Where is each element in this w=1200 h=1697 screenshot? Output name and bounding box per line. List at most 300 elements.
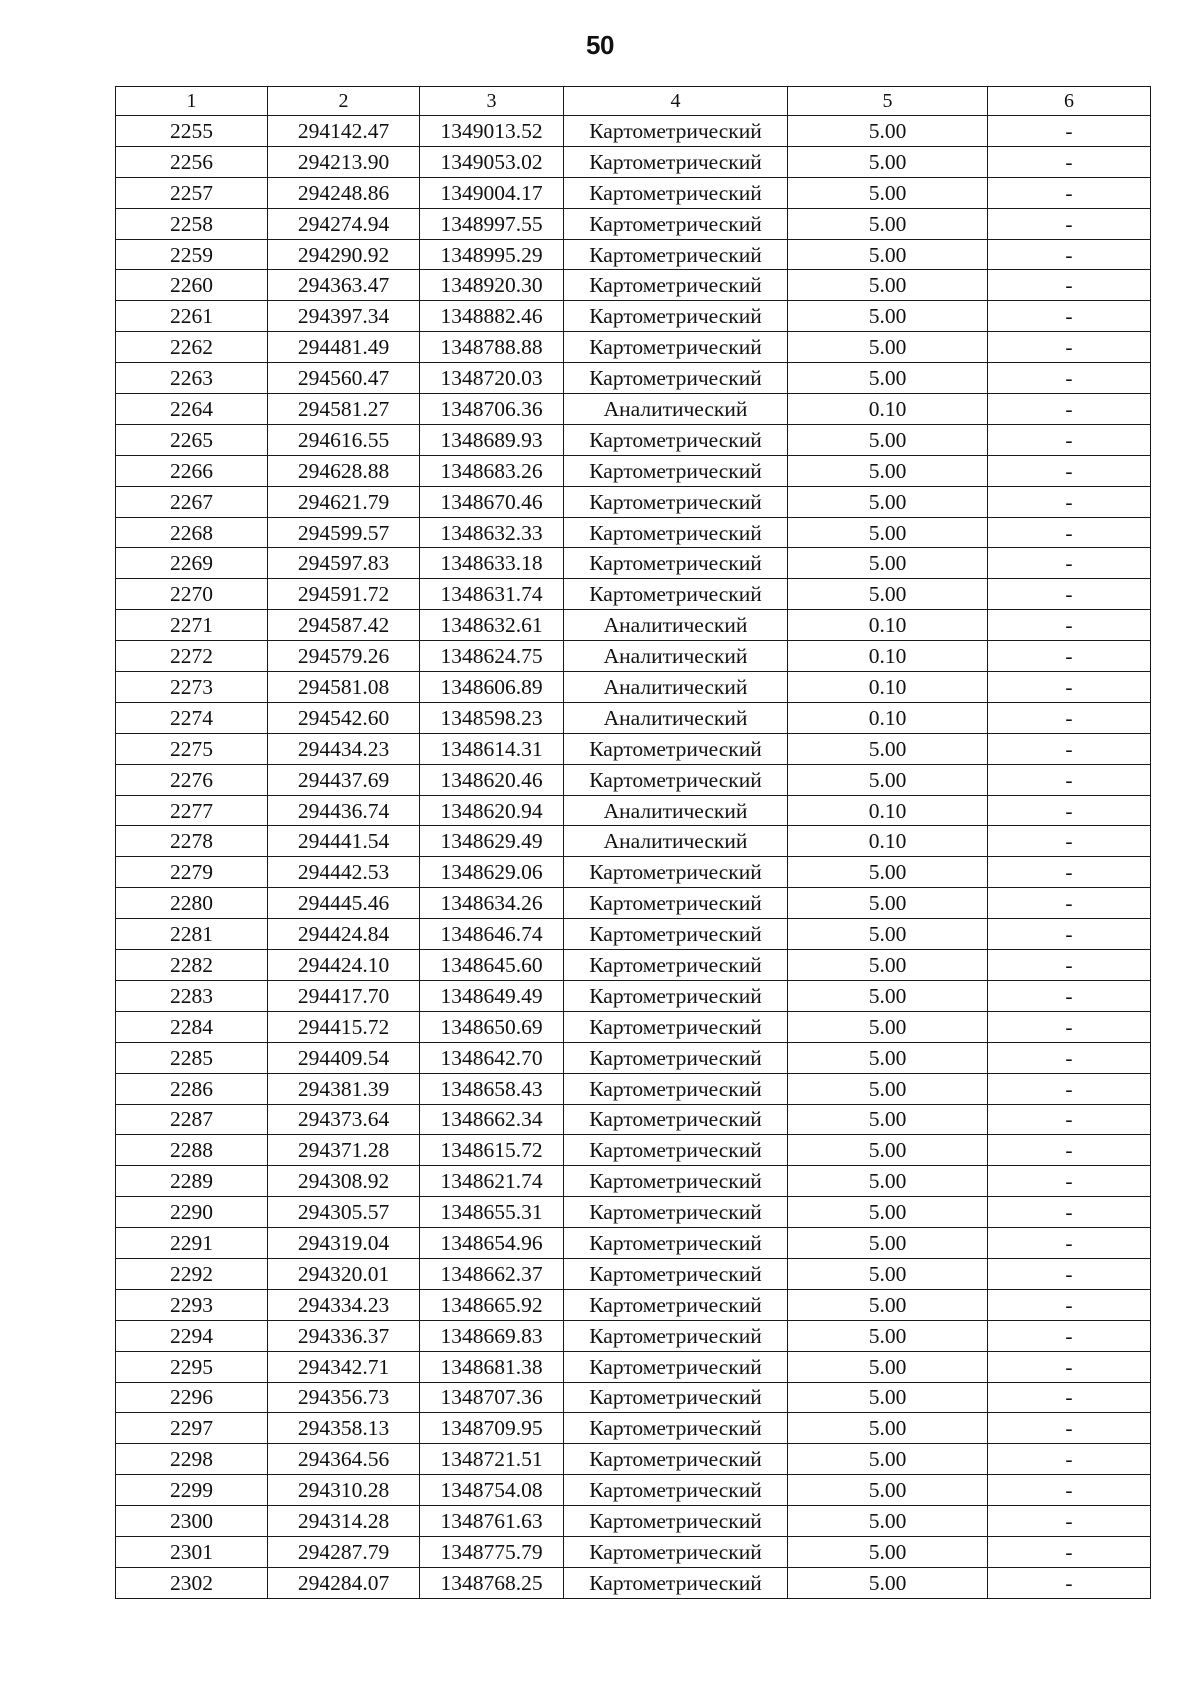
accuracy-cell: 5.00 — [788, 424, 988, 455]
table-row — [116, 486, 1151, 517]
point-number-cell: 2294 — [116, 1320, 268, 1351]
y-coordinate-cell: 1348629.06 — [420, 857, 564, 888]
method-cell: Картометрический — [564, 857, 788, 888]
point-number-cell: 2277 — [116, 795, 268, 826]
note-cell: - — [988, 702, 1151, 733]
x-coordinate-cell: 294334.23 — [268, 1289, 420, 1320]
accuracy-cell: 5.00 — [788, 857, 988, 888]
table-row — [116, 795, 1151, 826]
point-number-cell: 2258 — [116, 208, 268, 239]
table-row — [116, 1258, 1151, 1289]
table-row — [116, 950, 1151, 981]
method-cell: Картометрический — [564, 1135, 788, 1166]
point-number-cell: 2264 — [116, 394, 268, 425]
note-cell: - — [988, 1289, 1151, 1320]
point-number-cell: 2270 — [116, 579, 268, 610]
x-coordinate-cell: 294587.42 — [268, 610, 420, 641]
accuracy-cell: 5.00 — [788, 455, 988, 486]
accuracy-cell: 5.00 — [788, 1320, 988, 1351]
table-row — [116, 610, 1151, 641]
x-coordinate-cell: 294621.79 — [268, 486, 420, 517]
method-cell: Картометрический — [564, 1258, 788, 1289]
table-row — [116, 1289, 1151, 1320]
method-cell: Картометрический — [564, 1289, 788, 1320]
y-coordinate-cell: 1348775.79 — [420, 1536, 564, 1567]
column-header-4: 4 — [564, 87, 788, 116]
note-cell: - — [988, 455, 1151, 486]
y-coordinate-cell: 1348920.30 — [420, 270, 564, 301]
table-row — [116, 1506, 1151, 1537]
accuracy-cell: 5.00 — [788, 888, 988, 919]
y-coordinate-cell: 1348632.33 — [420, 517, 564, 548]
accuracy-cell: 5.00 — [788, 332, 988, 363]
y-coordinate-cell: 1348631.74 — [420, 579, 564, 610]
note-cell: - — [988, 517, 1151, 548]
accuracy-cell: 5.00 — [788, 177, 988, 208]
table-row — [116, 733, 1151, 764]
y-coordinate-cell: 1348645.60 — [420, 950, 564, 981]
header-row — [116, 87, 1151, 116]
y-coordinate-cell: 1348995.29 — [420, 239, 564, 270]
table-row — [116, 1382, 1151, 1413]
y-coordinate-cell: 1348662.37 — [420, 1258, 564, 1289]
accuracy-cell: 5.00 — [788, 363, 988, 394]
accuracy-cell: 0.10 — [788, 394, 988, 425]
method-cell: Картометрический — [564, 1197, 788, 1228]
accuracy-cell: 5.00 — [788, 1042, 988, 1073]
y-coordinate-cell: 1348615.72 — [420, 1135, 564, 1166]
note-cell: - — [988, 146, 1151, 177]
method-cell: Картометрический — [564, 208, 788, 239]
note-cell: - — [988, 270, 1151, 301]
method-cell: Картометрический — [564, 517, 788, 548]
method-cell: Картометрический — [564, 1073, 788, 1104]
y-coordinate-cell: 1348642.70 — [420, 1042, 564, 1073]
point-number-cell: 2300 — [116, 1506, 268, 1537]
accuracy-cell: 5.00 — [788, 1073, 988, 1104]
accuracy-cell: 5.00 — [788, 1135, 988, 1166]
point-number-cell: 2260 — [116, 270, 268, 301]
point-number-cell: 2285 — [116, 1042, 268, 1073]
method-cell: Картометрический — [564, 980, 788, 1011]
method-cell: Картометрический — [564, 764, 788, 795]
y-coordinate-cell: 1348681.38 — [420, 1351, 564, 1382]
table-row — [116, 363, 1151, 394]
x-coordinate-cell: 294248.86 — [268, 177, 420, 208]
point-number-cell: 2259 — [116, 239, 268, 270]
table-row — [116, 455, 1151, 486]
note-cell: - — [988, 919, 1151, 950]
accuracy-cell: 5.00 — [788, 764, 988, 795]
table-row — [116, 208, 1151, 239]
point-number-cell: 2297 — [116, 1413, 268, 1444]
method-cell: Картометрический — [564, 1567, 788, 1598]
x-coordinate-cell: 294445.46 — [268, 888, 420, 919]
table-row — [116, 857, 1151, 888]
accuracy-cell: 5.00 — [788, 1258, 988, 1289]
table-row — [116, 239, 1151, 270]
column-header-3: 3 — [420, 87, 564, 116]
note-cell: - — [988, 1444, 1151, 1475]
method-cell: Картометрический — [564, 950, 788, 981]
method-cell: Картометрический — [564, 424, 788, 455]
table-header — [116, 87, 1151, 116]
y-coordinate-cell: 1348662.34 — [420, 1104, 564, 1135]
y-coordinate-cell: 1348706.36 — [420, 394, 564, 425]
note-cell: - — [988, 116, 1151, 147]
accuracy-cell: 5.00 — [788, 116, 988, 147]
accuracy-cell: 5.00 — [788, 579, 988, 610]
x-coordinate-cell: 294356.73 — [268, 1382, 420, 1413]
x-coordinate-cell: 294274.94 — [268, 208, 420, 239]
note-cell: - — [988, 1166, 1151, 1197]
accuracy-cell: 0.10 — [788, 795, 988, 826]
note-cell: - — [988, 1567, 1151, 1598]
accuracy-cell: 5.00 — [788, 548, 988, 579]
method-cell: Картометрический — [564, 1536, 788, 1567]
point-number-cell: 2266 — [116, 455, 268, 486]
table-row — [116, 177, 1151, 208]
x-coordinate-cell: 294542.60 — [268, 702, 420, 733]
note-cell: - — [988, 1228, 1151, 1259]
x-coordinate-cell: 294581.08 — [268, 672, 420, 703]
method-cell: Картометрический — [564, 177, 788, 208]
method-cell: Аналитический — [564, 826, 788, 857]
accuracy-cell: 5.00 — [788, 239, 988, 270]
x-coordinate-cell: 294308.92 — [268, 1166, 420, 1197]
note-cell: - — [988, 1413, 1151, 1444]
accuracy-cell: 5.00 — [788, 1228, 988, 1259]
accuracy-cell: 5.00 — [788, 1475, 988, 1506]
y-coordinate-cell: 1348721.51 — [420, 1444, 564, 1475]
y-coordinate-cell: 1348650.69 — [420, 1011, 564, 1042]
accuracy-cell: 0.10 — [788, 641, 988, 672]
x-coordinate-cell: 294628.88 — [268, 455, 420, 486]
y-coordinate-cell: 1348707.36 — [420, 1382, 564, 1413]
method-cell: Аналитический — [564, 394, 788, 425]
x-coordinate-cell: 294371.28 — [268, 1135, 420, 1166]
point-number-cell: 2257 — [116, 177, 268, 208]
point-number-cell: 2296 — [116, 1382, 268, 1413]
column-header-6: 6 — [988, 87, 1151, 116]
table-row — [116, 116, 1151, 147]
method-cell: Картометрический — [564, 146, 788, 177]
y-coordinate-cell: 1348997.55 — [420, 208, 564, 239]
point-number-cell: 2279 — [116, 857, 268, 888]
method-cell: Картометрический — [564, 1475, 788, 1506]
x-coordinate-cell: 294417.70 — [268, 980, 420, 1011]
y-coordinate-cell: 1348654.96 — [420, 1228, 564, 1259]
table-row — [116, 1104, 1151, 1135]
x-coordinate-cell: 294581.27 — [268, 394, 420, 425]
table-body — [116, 116, 1151, 1599]
x-coordinate-cell: 294437.69 — [268, 764, 420, 795]
x-coordinate-cell: 294409.54 — [268, 1042, 420, 1073]
column-header-1: 1 — [116, 87, 268, 116]
accuracy-cell: 0.10 — [788, 702, 988, 733]
accuracy-cell: 0.10 — [788, 610, 988, 641]
x-coordinate-cell: 294314.28 — [268, 1506, 420, 1537]
table-row — [116, 332, 1151, 363]
note-cell: - — [988, 1258, 1151, 1289]
y-coordinate-cell: 1348620.46 — [420, 764, 564, 795]
point-number-cell: 2273 — [116, 672, 268, 703]
x-coordinate-cell: 294434.23 — [268, 733, 420, 764]
y-coordinate-cell: 1348634.26 — [420, 888, 564, 919]
method-cell: Аналитический — [564, 610, 788, 641]
note-cell: - — [988, 1320, 1151, 1351]
y-coordinate-cell: 1349013.52 — [420, 116, 564, 147]
note-cell: - — [988, 177, 1151, 208]
x-coordinate-cell: 294560.47 — [268, 363, 420, 394]
method-cell: Картометрический — [564, 1011, 788, 1042]
x-coordinate-cell: 294364.56 — [268, 1444, 420, 1475]
accuracy-cell: 5.00 — [788, 517, 988, 548]
table-row — [116, 1042, 1151, 1073]
point-number-cell: 2265 — [116, 424, 268, 455]
method-cell: Картометрический — [564, 733, 788, 764]
note-cell: - — [988, 1506, 1151, 1537]
accuracy-cell: 5.00 — [788, 301, 988, 332]
note-cell: - — [988, 424, 1151, 455]
note-cell: - — [988, 1382, 1151, 1413]
method-cell: Картометрический — [564, 1228, 788, 1259]
method-cell: Аналитический — [564, 702, 788, 733]
point-number-cell: 2256 — [116, 146, 268, 177]
y-coordinate-cell: 1348621.74 — [420, 1166, 564, 1197]
table-row — [116, 1567, 1151, 1598]
y-coordinate-cell: 1348683.26 — [420, 455, 564, 486]
table-row — [116, 672, 1151, 703]
y-coordinate-cell: 1348670.46 — [420, 486, 564, 517]
point-number-cell: 2298 — [116, 1444, 268, 1475]
table-row — [116, 826, 1151, 857]
note-cell: - — [988, 1197, 1151, 1228]
y-coordinate-cell: 1348614.31 — [420, 733, 564, 764]
page-number: 50 — [586, 30, 614, 60]
point-number-cell: 2267 — [116, 486, 268, 517]
x-coordinate-cell: 294319.04 — [268, 1228, 420, 1259]
x-coordinate-cell: 294591.72 — [268, 579, 420, 610]
accuracy-cell: 5.00 — [788, 919, 988, 950]
y-coordinate-cell: 1348649.49 — [420, 980, 564, 1011]
accuracy-cell: 5.00 — [788, 1351, 988, 1382]
x-coordinate-cell: 294342.71 — [268, 1351, 420, 1382]
y-coordinate-cell: 1348665.92 — [420, 1289, 564, 1320]
note-cell: - — [988, 301, 1151, 332]
method-cell: Картометрический — [564, 1042, 788, 1073]
table-row — [116, 146, 1151, 177]
y-coordinate-cell: 1348761.63 — [420, 1506, 564, 1537]
accuracy-cell: 5.00 — [788, 1382, 988, 1413]
table-row — [116, 1475, 1151, 1506]
point-number-cell: 2291 — [116, 1228, 268, 1259]
note-cell: - — [988, 888, 1151, 919]
table-row — [116, 764, 1151, 795]
point-number-cell: 2286 — [116, 1073, 268, 1104]
table-row — [116, 702, 1151, 733]
note-cell: - — [988, 826, 1151, 857]
y-coordinate-cell: 1348606.89 — [420, 672, 564, 703]
table-row — [116, 1197, 1151, 1228]
point-number-cell: 2274 — [116, 702, 268, 733]
method-cell: Картометрический — [564, 116, 788, 147]
note-cell: - — [988, 733, 1151, 764]
x-coordinate-cell: 294373.64 — [268, 1104, 420, 1135]
point-number-cell: 2281 — [116, 919, 268, 950]
point-number-cell: 2269 — [116, 548, 268, 579]
accuracy-cell: 5.00 — [788, 1567, 988, 1598]
accuracy-cell: 5.00 — [788, 1011, 988, 1042]
method-cell: Аналитический — [564, 641, 788, 672]
x-coordinate-cell: 294441.54 — [268, 826, 420, 857]
note-cell: - — [988, 332, 1151, 363]
accuracy-cell: 5.00 — [788, 1197, 988, 1228]
point-number-cell: 2275 — [116, 733, 268, 764]
accuracy-cell: 5.00 — [788, 1166, 988, 1197]
point-number-cell: 2278 — [116, 826, 268, 857]
method-cell: Аналитический — [564, 672, 788, 703]
point-number-cell: 2293 — [116, 1289, 268, 1320]
note-cell: - — [988, 579, 1151, 610]
x-coordinate-cell: 294363.47 — [268, 270, 420, 301]
note-cell: - — [988, 1104, 1151, 1135]
y-coordinate-cell: 1348768.25 — [420, 1567, 564, 1598]
x-coordinate-cell: 294142.47 — [268, 116, 420, 147]
y-coordinate-cell: 1348633.18 — [420, 548, 564, 579]
x-coordinate-cell: 294616.55 — [268, 424, 420, 455]
table-row — [116, 1444, 1151, 1475]
x-coordinate-cell: 294213.90 — [268, 146, 420, 177]
accuracy-cell: 5.00 — [788, 1289, 988, 1320]
accuracy-cell: 5.00 — [788, 733, 988, 764]
y-coordinate-cell: 1348788.88 — [420, 332, 564, 363]
point-number-cell: 2276 — [116, 764, 268, 795]
accuracy-cell: 5.00 — [788, 208, 988, 239]
accuracy-cell: 5.00 — [788, 1506, 988, 1537]
table-row — [116, 888, 1151, 919]
x-coordinate-cell: 294599.57 — [268, 517, 420, 548]
table-row — [116, 1351, 1151, 1382]
y-coordinate-cell: 1348655.31 — [420, 1197, 564, 1228]
note-cell: - — [988, 1351, 1151, 1382]
y-coordinate-cell: 1348689.93 — [420, 424, 564, 455]
point-number-cell: 2284 — [116, 1011, 268, 1042]
accuracy-cell: 5.00 — [788, 1413, 988, 1444]
method-cell: Картометрический — [564, 579, 788, 610]
method-cell: Картометрический — [564, 1166, 788, 1197]
method-cell: Картометрический — [564, 1320, 788, 1351]
x-coordinate-cell: 294290.92 — [268, 239, 420, 270]
table-row — [116, 270, 1151, 301]
table-row — [116, 1413, 1151, 1444]
method-cell: Картометрический — [564, 548, 788, 579]
table-row — [116, 517, 1151, 548]
point-number-cell: 2283 — [116, 980, 268, 1011]
accuracy-cell: 5.00 — [788, 146, 988, 177]
table-row — [116, 641, 1151, 672]
note-cell: - — [988, 363, 1151, 394]
note-cell: - — [988, 795, 1151, 826]
note-cell: - — [988, 764, 1151, 795]
point-number-cell: 2263 — [116, 363, 268, 394]
table-row — [116, 1536, 1151, 1567]
point-number-cell: 2292 — [116, 1258, 268, 1289]
method-cell: Картометрический — [564, 1413, 788, 1444]
point-number-cell: 2287 — [116, 1104, 268, 1135]
table-row — [116, 579, 1151, 610]
table-row — [116, 980, 1151, 1011]
note-cell: - — [988, 610, 1151, 641]
note-cell: - — [988, 1135, 1151, 1166]
y-coordinate-cell: 1348624.75 — [420, 641, 564, 672]
method-cell: Картометрический — [564, 1351, 788, 1382]
point-number-cell: 2295 — [116, 1351, 268, 1382]
method-cell: Картометрический — [564, 455, 788, 486]
x-coordinate-cell: 294287.79 — [268, 1536, 420, 1567]
note-cell: - — [988, 980, 1151, 1011]
method-cell: Картометрический — [564, 1104, 788, 1135]
point-number-cell: 2262 — [116, 332, 268, 363]
accuracy-cell: 5.00 — [788, 270, 988, 301]
y-coordinate-cell: 1348709.95 — [420, 1413, 564, 1444]
method-cell: Картометрический — [564, 1506, 788, 1537]
note-cell: - — [988, 1042, 1151, 1073]
note-cell: - — [988, 239, 1151, 270]
column-header-2: 2 — [268, 87, 420, 116]
accuracy-cell: 0.10 — [788, 826, 988, 857]
y-coordinate-cell: 1348598.23 — [420, 702, 564, 733]
point-number-cell: 2255 — [116, 116, 268, 147]
accuracy-cell: 5.00 — [788, 980, 988, 1011]
note-cell: - — [988, 548, 1151, 579]
x-coordinate-cell: 294597.83 — [268, 548, 420, 579]
x-coordinate-cell: 294336.37 — [268, 1320, 420, 1351]
note-cell: - — [988, 672, 1151, 703]
point-number-cell: 2288 — [116, 1135, 268, 1166]
x-coordinate-cell: 294320.01 — [268, 1258, 420, 1289]
note-cell: - — [988, 1475, 1151, 1506]
method-cell: Картометрический — [564, 486, 788, 517]
table-row — [116, 548, 1151, 579]
point-number-cell: 2272 — [116, 641, 268, 672]
x-coordinate-cell: 294284.07 — [268, 1567, 420, 1598]
y-coordinate-cell: 1348629.49 — [420, 826, 564, 857]
method-cell: Картометрический — [564, 301, 788, 332]
y-coordinate-cell: 1348620.94 — [420, 795, 564, 826]
x-coordinate-cell: 294310.28 — [268, 1475, 420, 1506]
point-number-cell: 2299 — [116, 1475, 268, 1506]
note-cell: - — [988, 857, 1151, 888]
method-cell: Картометрический — [564, 919, 788, 950]
accuracy-cell: 5.00 — [788, 486, 988, 517]
x-coordinate-cell: 294358.13 — [268, 1413, 420, 1444]
x-coordinate-cell: 294424.10 — [268, 950, 420, 981]
method-cell: Картометрический — [564, 239, 788, 270]
column-header-5: 5 — [788, 87, 988, 116]
y-coordinate-cell: 1348646.74 — [420, 919, 564, 950]
y-coordinate-cell: 1348754.08 — [420, 1475, 564, 1506]
table-row — [116, 919, 1151, 950]
table-row — [116, 1166, 1151, 1197]
note-cell: - — [988, 486, 1151, 517]
x-coordinate-cell: 294579.26 — [268, 641, 420, 672]
method-cell: Картометрический — [564, 270, 788, 301]
point-number-cell: 2268 — [116, 517, 268, 548]
x-coordinate-cell: 294397.34 — [268, 301, 420, 332]
y-coordinate-cell: 1348658.43 — [420, 1073, 564, 1104]
table-row — [116, 1320, 1151, 1351]
